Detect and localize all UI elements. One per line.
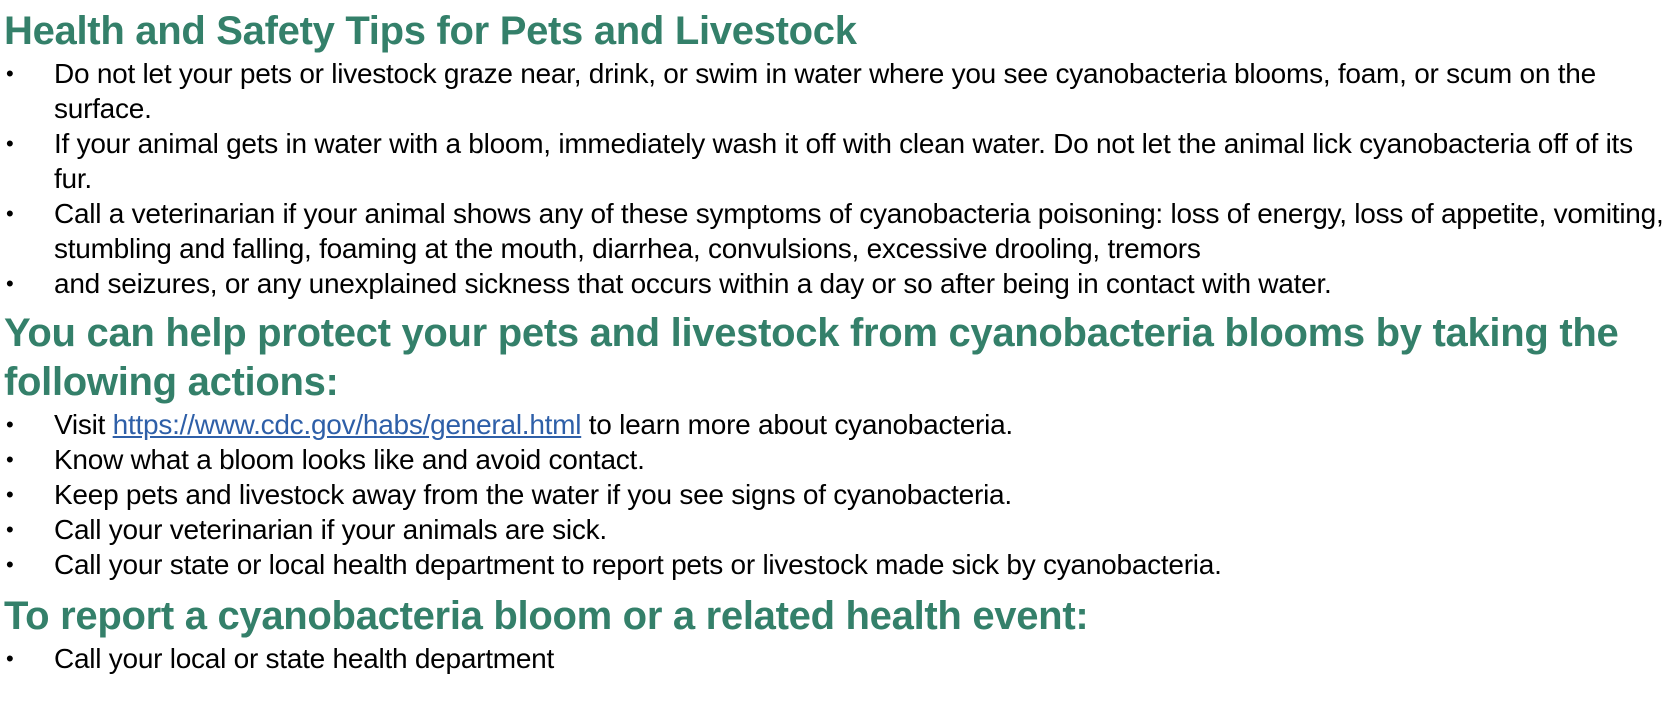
list-item [4, 196, 1676, 266]
list-item-text: Call your veterinarian if your animals are sick. [54, 514, 607, 545]
bullet-icon: • [6, 646, 14, 671]
list-item-text: Call a veterinarian if your animal shows any of these symptoms of cyanobacteria poisoning: loss of energy, loss of appetite, vomiting, stumbling and falling, foaming at the mouth, diarrhea, convulsions, excessive drooling, tremors [54, 198, 1664, 264]
list-item [4, 442, 1676, 477]
list-item-text: and seizures, or any unexplained sickness that occurs within a day or so after being in contact with water. [54, 268, 1332, 299]
list-item [4, 56, 1676, 126]
list-item-text: Call your state or local health department to report pets or livestock made sick by cyanobacteria. [54, 549, 1222, 580]
bullet-icon: • [6, 412, 14, 437]
bullet-icon: • [6, 201, 14, 226]
list-item-text-suffix: to learn more about cyanobacteria. [581, 409, 1013, 440]
list-item [4, 641, 1676, 676]
bullet-icon: • [6, 131, 14, 156]
bullet-icon: • [6, 61, 14, 86]
list-item [4, 407, 1676, 442]
list-item-text: If your animal gets in water with a bloom, immediately wash it off with clean water. Do not let the animal lick cyanobacteria off of its fur. [54, 128, 1633, 194]
bullet-icon: • [6, 517, 14, 542]
protect-actions-list [4, 407, 1676, 582]
cdc-habs-link[interactable]: https://www.cdc.gov/habs/general.html [112, 409, 582, 440]
health-safety-tips-list [4, 56, 1676, 301]
bullet-icon: • [6, 482, 14, 507]
list-item-text: Know what a bloom looks like and avoid contact. [54, 444, 645, 475]
list-item-text: Call your local or state health department [54, 643, 554, 674]
bullet-icon: • [6, 271, 14, 296]
section-heading-protect-actions: You can help protect your pets and livestock from cyanobacteria blooms by taking the following actions: [4, 311, 1619, 404]
list-item-text: Do not let your pets or livestock graze near, drink, or swim in water where you see cyanobacteria blooms, foam, or scum on the surface. [54, 58, 1596, 124]
list-item [4, 547, 1676, 582]
section-heading-report-bloom: To report a cyanobacteria bloom or a related health event: [4, 594, 1089, 638]
list-item [4, 126, 1676, 196]
bullet-icon: • [6, 447, 14, 472]
list-item [4, 266, 1676, 301]
bullet-icon: • [6, 552, 14, 577]
section-heading-health-safety-tips: Health and Safety Tips for Pets and Livestock [4, 9, 857, 53]
list-item-text: Keep pets and livestock away from the water if you see signs of cyanobacteria. [54, 479, 1012, 510]
document-page [4, 0, 1676, 676]
report-bloom-list [4, 641, 1676, 676]
list-item [4, 477, 1676, 512]
list-item [4, 512, 1676, 547]
list-item-text-prefix: Visit [54, 409, 113, 440]
